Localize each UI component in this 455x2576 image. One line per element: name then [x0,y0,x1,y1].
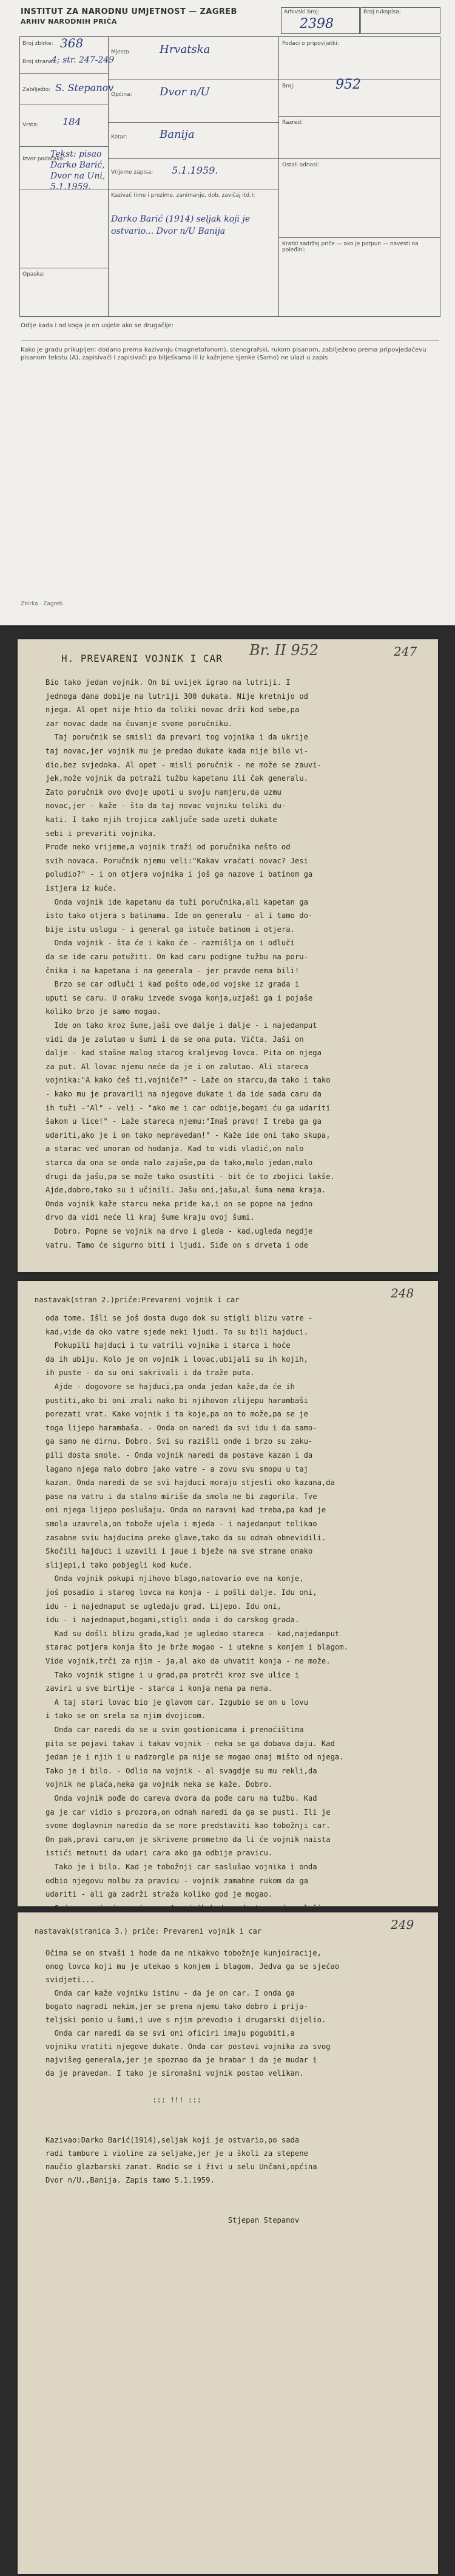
text-line: istjera iz kuće. [46,884,117,892]
collection-number-label: Broj zbirke: [22,41,53,47]
text-line: porezati vrat. Kako vojnik i ta koje,pa on to može,pa se je [46,1410,308,1419]
text-line: Onda vojnik kaže starcu neka priđe ka,i on se popne na jedno [46,1199,313,1208]
text-line: Taj poručnik se smisli da prevari tog vojnika i da ukrije [46,733,308,742]
text-line: koliko brzo je samo mogao. [46,1007,161,1016]
page-header: nastavak(stran 2.)priče:Prevareni vojnik i car [35,1296,240,1304]
text-line: Bio tako jedan vojnik. On bi uvijek igrao na lutriji. I [46,678,291,687]
text-line: jedan je i njih i u nadzorgle pa nije se mogao onaj mišto od njega. [46,1753,344,1762]
text-line: poludio?" - i on otjera vojnika i još ga nazove i batinom ga [46,870,313,879]
text-line: Onda car naredi da se svi oni oficiri imaju pogubiti,a [46,2029,295,2037]
narrator-value: Darko Barić (1914) seljak koji je ostvario... Dvor n/U Banija [111,214,251,236]
text-line: za put. Al lovac njemu neće da je i on zalutao. Ali stareca [46,1062,308,1071]
text-line: udariti,ako je i on tako nepravedan!" - Kaže ide oni tako skupa, [46,1130,331,1140]
text-line: čnika i na kapetana i na generala - jer pravde nema bili! [46,966,300,975]
text-line: ::: !!! ::: [46,2096,201,2104]
text-line: Skočili hajduci i uzavili i jaue i bježe na sve strane onako [46,1547,313,1556]
narrator-label: Kazivač (ime i prezime, zanimanje, dob, zavičaj itd.): [111,192,255,199]
text-line: Zato poručnik ovo dvoje upoti u svoju namjeru,da uzmu [46,787,281,797]
text-line: toga lijepo harambaša. - Onda on naredi da svi idu i da samo- [46,1423,317,1432]
card-note-1: Odlje kada i od koga je on usjete ako se drugačije: [21,322,174,329]
source-label: Izvor podataka: [22,156,65,162]
text-line: svidjeti... [46,1976,95,1984]
text-line: vojnika:"A kako ćeš ti,vojniče?" - Laže on starcu,da tako i tako [46,1076,331,1085]
place-label: Mjesto [111,49,129,55]
text-line: vojniku vratiti njegove dukate. Onda car postavi vojnika za svog [46,2042,331,2051]
story-data-label: Podaci o pripovijetki: [282,41,339,47]
institute-name: INSTITUT ZA NARODNU UMJETNOST — ZAGREB [21,7,237,16]
page-count-label: Broj strana: [22,59,55,65]
text-line: Dobro. Popne se vojnik na drvo i gleda - kad,ugleda negdje [46,1227,313,1235]
card-note-2: Kako je gradu prikupljen: dodano prema kazivanju (magnetofonom), stenografski, rukom pisanom, zabilježeno prema pripovjedačevu pisanom tekstu (A), zapisivači i zapisivači po bilješkama ili iz kažnjene sjenke (Samo) ne ulazi u zapis [21,341,439,362]
text-line: šakom u lice!" - Laže stareca njemu:"Imaš pravo! I treba ga ga [46,1117,322,1126]
text-line: svih novaca. Poručnik njemu veli:"Kakav vraćati novac? Jesi [46,856,308,865]
catalogue-card [0,0,455,625]
text-line: ih puste - da su oni sakrivali i da traže puta. [46,1368,255,1378]
text-line: ga je car vidio s prozora,on odmah naredi da ga se pusti. Ili je [46,1807,331,1816]
text-line: Brzo se car odluči i kad pošto ode,od vojske iz grada i [46,980,300,989]
text-line: odbio njegovu molbu za pravicu - vojnik zamahne rukom da ga [46,1876,308,1885]
type-label: Vrsta: [22,122,39,128]
other-relations-label: Ostali odnosi: [282,162,320,168]
text-line: sebi i prevariti vojnika. [46,829,157,838]
text-line: ga samo ne dirnu. Dobro. Svi su razišli onde i brzo su zaku- [46,1437,313,1446]
number-label: Broj: [282,83,295,89]
district-value: Banija [160,128,195,141]
archive-name: ARHIV NARODNIH PRIČA [21,18,117,25]
story-title: H. PREVARENI VOJNIK I CAR [61,653,223,664]
text-line: zasabne sviu hajducima preko glave,tako da su odmah obnevidili. [46,1533,326,1542]
text-line: A taj stari lovac bio je glavom car. Izgubio se on u lovu [46,1698,308,1707]
text-line: zaviri u sve birtije - starca i konja nema pa nema. [46,1684,273,1693]
text-line: kati. I tako njih trojica zaključe sada uzeti dukate [46,815,277,824]
municipality-label: Općina: [111,92,132,98]
text-line: oda tome. Išli se još dosta dugo dok su stigli blizu vatre - [46,1314,313,1322]
page-number: 248 [391,1286,414,1300]
text-line: teljski ponio u šumi,i uve s njim prevodio i drugarski dijelio. [46,2016,326,2024]
date-value: 5.1.1959. [172,165,218,176]
text-line: najvišeg generala,jer je spoznao da je hrabar i da je mudar i [46,2056,317,2064]
card-stamp: Zbirka · Zagreb [21,601,63,607]
text-line: istići metnuti da udari cara ako ga odbije pravicu. [46,1849,273,1858]
text-line: slijepi,i tako pobjegli kod kuće. [46,1560,193,1569]
text-line: Tako je i bilo. - Odlio na vojnik - al svagdje su mu rekli,da [46,1766,317,1775]
manuscript-number-box [360,7,440,34]
text-line: Onda se pojavi pravi car. A vojnik hode sada tamar da poluši. [46,1903,326,1912]
type-value: 184 [62,116,81,127]
text-line: Onda car naredi da se u svim gostionicama i prenoćištima [46,1725,304,1734]
recorder-label: Zabilježio: [22,87,51,93]
manuscript-number-label: Broj rukopisa: [363,9,401,15]
text-line: Onda vojnik ide kapetanu da tuži poručnika,ali kapetan ga [46,897,308,906]
text-line: Ajde - dogovore se hajduci,pa onda jedan kaže,da će ih [46,1382,295,1391]
district-label: Kotar: [111,134,127,140]
text-line: zar novac dade na čuvanje svome poručniku. [46,719,233,728]
card-bottom-note [21,322,439,362]
text-line: vojnik ne plaća,neka ga vojnik neka se kaže. Dobro. [46,1780,273,1789]
page-number: 249 [391,1917,414,1932]
text-line: idu - i najednaput,bogami,stigli onda i do carskog grada. [46,1616,300,1625]
text-line: bogato nagradi nekim,jer se prema njemu tako dobro i prija- [46,2002,308,2011]
text-line: Onda vojnik pođe do careva dvora da pođe caru na tužbu. Kad [46,1794,317,1803]
page-header: nastavak(stranica 3.) priče: Prevareni vojnik i car [35,1927,262,1935]
summary-note-label: Kratki sadržaj priče — ako je potpun — navesti na poleđini: [282,241,419,253]
number-value: 952 [335,77,361,92]
text-line: pase na vatru i da stalno miriše da smola ne bi zagorila. Tve [46,1492,317,1501]
text-line: radi tambure i violine za seljake,jer je u školi za stepene [46,2149,308,2158]
text-line: starca da ona se onda malo zajaše,pa da tako,malo jedan,malo [46,1158,313,1167]
text-line: Vide vojnik,trči za njim - ja,al ako da uhvatit konja - ne može. [46,1657,331,1665]
text-line: i tako se on srela sa njim dvojicom. [46,1711,206,1721]
text-line: još posadio i starog lovca na konja - i pošli dalje. Idu oni, [46,1588,317,1597]
place-value: Hrvatska [160,43,211,56]
typescript-page-1 [18,639,438,1272]
text-line: Stjepan Stepanov [46,2216,300,2224]
text-line: pili dosta smole. - Onda vojnik naredi da postave kazan i da [46,1451,313,1460]
text-line: pustiti,ako bi oni znali nako bi njihovom zlijepu harambaši [46,1396,308,1405]
text-line: idu - i najednaput se ugledaju grad. Lijepo. Idu oni, [46,1602,281,1611]
text-line: vidi da je zalutao u šumi i da se ona puta. Vičta. Jaši on [46,1035,304,1044]
text-line: Tako vojnik stigne i u grad,pa protrči kroz sve ulice i [46,1670,300,1679]
page-number: 247 [394,644,417,659]
text-line: pita se pojavi takav i takav vojnik - neka se ga dobava daju. Kad [46,1739,335,1748]
text-line: Ajde,dobro,tako su i učinili. Jašu oni,jašu,al šuma nema kraja. [46,1186,326,1195]
typescript-page-2 [18,1281,438,1912]
text-line: kazan. Onda naredi da se svi hajduci moraju stjesti oko kazana,da [46,1478,335,1487]
text-line: Onda vojnik - šta će i kako će - razmišlja on i odluči [46,939,295,948]
text-line: dio,bez svjedoka. Al opet - misli poručnik - ne može se zauvi- [46,760,322,769]
page-id-note: Br. II 952 [249,642,319,659]
text-line: Ide on tako kroz šume,jaši ove dalje i dalje - i najedanput [46,1021,317,1030]
source-value: Tekst: pisao Darko Barić, Dvor na Uni, 5.1.1959. [50,149,106,192]
text-line: Onda vojnik pokupi njihovo blago,natovario ove na konje, [46,1574,304,1583]
text-line: da se ide caru potužiti. On kad caru podigne tužbu na poru- [46,953,308,961]
typescript-page-3 [18,1912,438,2574]
text-line: drvo da vidi neće li kraj šume kraju ovoj šumi. [46,1213,255,1222]
text-line: vatru. Tamo će sigurno biti i ljudi. Siđe on s drveta i ode [46,1240,308,1249]
text-line: kad,vide da oko vatre sjede neki ljudi. To su bili hajduci. [46,1327,308,1336]
text-line: drugi da jašu,pa se može tako osustiti - bit će to zbojici lakše. [46,1172,335,1181]
municipality-value: Dvor n/U [160,86,210,98]
text-line: Očima se on stvaši i hode da ne nikakvo tobožnje kunjoiracije, [46,1949,322,1957]
date-label: Vrijeme zapisa: [111,169,153,175]
text-line: Kad su došli blizu grada,kad je ugledao stareca - kad,najedanput [46,1629,340,1638]
text-line: a starac već umoran od hodanja. Kad to vidi vladić,on nalo [46,1144,304,1154]
card-fields-grid [19,36,440,317]
text-line: taj novac,jer vojnik mu je predao dukate kada nije bilo vi- [46,747,308,755]
text-line: ih tuži -"Al" - veli - "ako me i car odbije,bogami ću ga udariti [46,1103,331,1112]
text-line: bije istu uslugu - i general ga istuče batinom i otjera. [46,925,295,934]
archive-number-box [281,7,360,34]
archive-number-value: 2398 [300,16,334,32]
text-line: naučio glazbarski zanat. Rodio se i živi u selu Unčani,općina [46,2163,317,2171]
remark-label: Opaska: [22,271,45,277]
text-line: Onda car kaže vojniku istinu - da je on car. I onda ga [46,1989,295,1997]
text-line: jek,može vojnik da potraži tužbu kapetanu ili čak generalu. [46,774,308,783]
text-line: oni njega lijepo poslušaju. Onda on naravni kad treba,pa kad je [46,1506,326,1515]
text-line: svome doglavnim naredio da se more predstaviti kao tobožnji car. [46,1821,331,1830]
text-line: da je pravedan. I tako je siromašni vojnik postao velikan. [46,2069,304,2078]
page-count-value: 4; str. 247-249 [52,55,115,65]
text-line: - kako mu je provarili na njegove dukate i da ide sada caru da [46,1090,322,1098]
collection-number-value: 368 [60,36,84,50]
text-line: dalje - kad stašne malog starog kraljevog lovca. Pita on njega [46,1048,322,1058]
text-line: Kazivao:Darko Barić(1914),seljak koji je ostvario,po sada [46,2136,300,2144]
text-line: smola uzavrela,on tobože ujela i mjeda - i najedanput tolikao [46,1520,317,1528]
text-line: Tako je i bilo. Kad je tobožnji car saslušao vojnika i onda [46,1863,317,1871]
text-line: novac,jer - kaže - šta da taj novac vojniku toliki du- [46,801,286,811]
text-line: lagano njega malo dobro jako vatre - a zovu svu smopu u taj [46,1464,308,1473]
text-line: uputi se caru. U oraku izvede svoga konja,uzjaši ga i pojaše [46,993,313,1002]
text-line: Dvor n/U.,Banija. Zapis tamo 5.1.1959. [46,2176,215,2184]
text-line: njega. Al opet nije htio da toliki novac drži kod sebe,pa [46,705,300,715]
text-line: onog lovca koji mu je utekao s konjem i blagom. Jedva ga se sjećao [46,1962,340,1971]
text-line: jednoga dana dobije na lutriji 300 dukata. Nije kretnijo od [46,692,308,701]
text-line: Prođe neko vrijeme,a vojnik traži od poručnika nešto od [46,843,291,852]
archive-number-label: Arhivski broj: [284,9,320,15]
class-label: Razred: [282,120,303,126]
text-line: starac potjera konja što je brže mogao - i utekne s konjem i blagom. [46,1643,348,1652]
text-line: Pokupili hajduci i tu vatrili vojnika i starca i hoće [46,1341,291,1350]
recorder-value: S. Stepanov [55,82,114,93]
text-line: isto tako otjera s batinama. Ide on generalu - al i tamo do- [46,911,313,920]
text-line: On pak,pravi caru,on je skrivene prometno da li će vojnik naista [46,1835,331,1844]
text-line: udariti - ali ga zadrži straža koliko god je mogao. [46,1890,273,1899]
text-line: da ih ubiju. Kolo je on vojnik i lovac,ubijali su ih kojih, [46,1354,308,1364]
